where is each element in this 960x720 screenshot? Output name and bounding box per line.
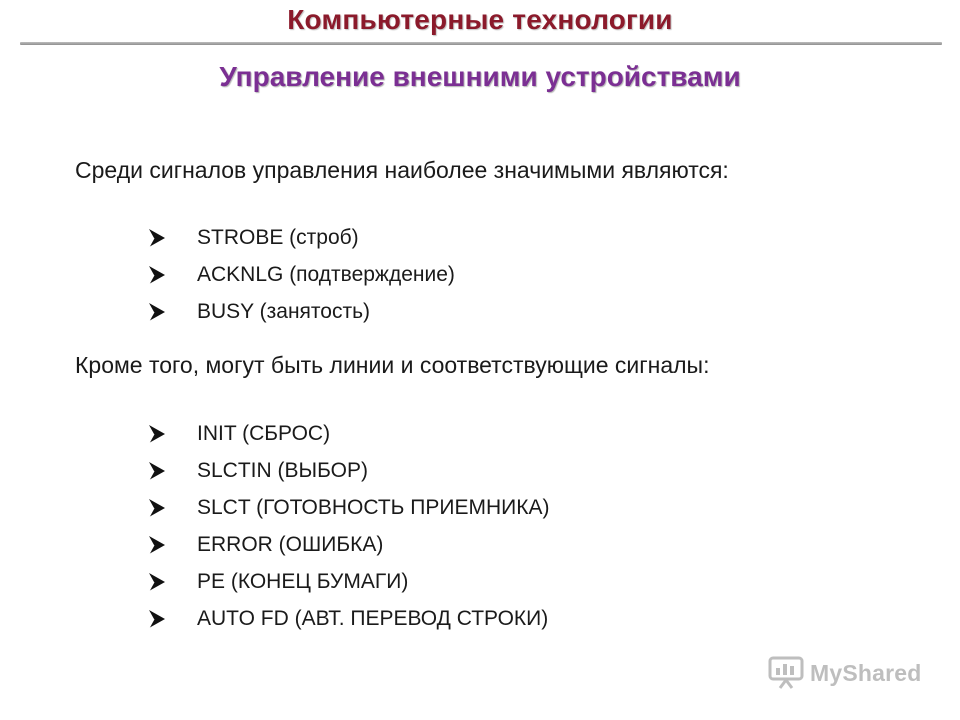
watermark-text: MyShared [810,659,922,686]
list-item [148,600,549,637]
slide-subtitle: Управление внешними устройствами [219,61,741,92]
arrow-bullet-icon [148,572,166,592]
arrow-bullet-icon [148,302,166,322]
list-item-text: INIT (СБРОС) [197,421,331,445]
list-item [148,526,549,563]
intro-text-2: Кроме того, могут быть линии и соответствующие сигналы: [75,352,710,378]
signal-list-main [148,219,455,330]
list-item [148,452,549,489]
arrow-bullet-icon [148,424,166,444]
list-item-text: PE (КОНЕЦ БУМАГИ) [197,569,409,593]
list-item-text: SLCT (ГОТОВНОСТЬ ПРИЕМНИКА) [197,495,550,519]
list-item-text: BUSY (занятость) [197,299,371,323]
list-item [148,219,455,256]
list-item [148,256,455,293]
arrow-bullet-icon [148,498,166,518]
header-divider [20,42,942,45]
arrow-bullet-icon [148,609,166,629]
list-item-text: STROBE (строб) [197,225,359,249]
list-item-text: ACKNLG (подтверждение) [197,262,455,286]
list-item-text: AUTO FD (АВТ. ПЕРЕВОД СТРОКИ) [197,606,549,630]
intro-text-1: Среди сигналов управления наиболее значимыми являются: [75,157,729,183]
list-item-text: ERROR (ОШИБКА) [197,532,384,556]
list-item [148,489,549,526]
list-item [148,563,549,600]
presentation-icon [768,656,804,690]
list-item-text: SLCTIN (ВЫБОР) [197,458,368,482]
list-item [148,293,455,330]
signal-list-extra [148,415,549,637]
arrow-bullet-icon [148,265,166,285]
arrow-bullet-icon [148,228,166,248]
watermark [768,656,922,690]
header-title: Компьютерные технологии [287,4,673,35]
arrow-bullet-icon [148,461,166,481]
list-item [148,415,549,452]
arrow-bullet-icon [148,535,166,555]
